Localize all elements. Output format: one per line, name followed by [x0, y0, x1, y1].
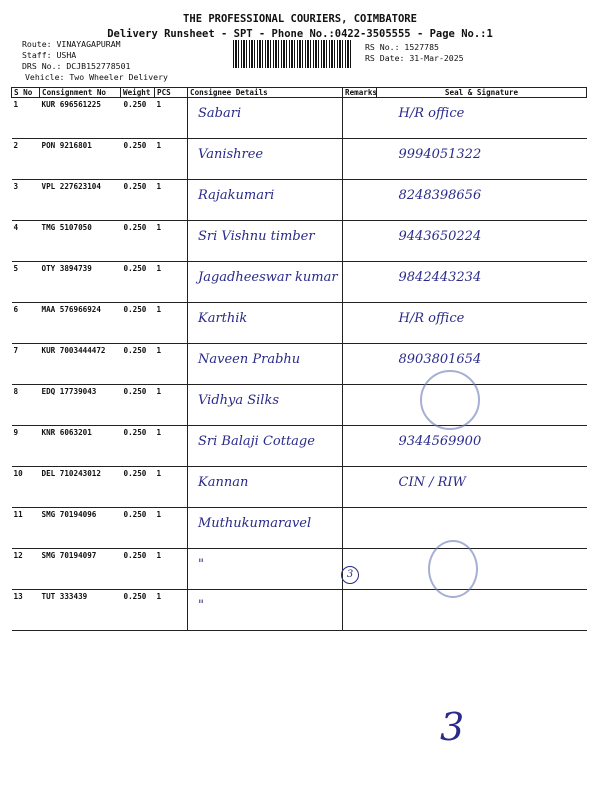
row-signature-text: 9443650224 [398, 229, 482, 244]
runsheet-table [11, 87, 587, 631]
row-consignment: KNR 6063201 [40, 426, 121, 467]
row-weight: 0.250 [121, 385, 155, 426]
table-row [12, 426, 587, 467]
row-sno: 11 [12, 508, 40, 549]
row-sno: 13 [12, 590, 40, 631]
staff-label: Staff: USHA [22, 50, 77, 60]
row-sno: 7 [12, 344, 40, 385]
row-signature [377, 549, 587, 590]
row-remarks [343, 139, 377, 180]
row-pcs: 1 [155, 426, 188, 467]
row-signature-text: H/R office [398, 311, 465, 326]
row-consignee [188, 303, 343, 344]
row-remarks [343, 385, 377, 426]
table-row [12, 180, 587, 221]
row-weight: 0.250 [121, 139, 155, 180]
row-consignee [188, 139, 343, 180]
row-pcs: 1 [155, 139, 188, 180]
row-remarks [343, 508, 377, 549]
row-signature-text: 9344569900 [398, 434, 482, 449]
row-signature [377, 344, 587, 385]
row-sno: 4 [12, 221, 40, 262]
row-pcs: 1 [155, 508, 188, 549]
row-consignee [188, 590, 343, 631]
row-consignee [188, 221, 343, 262]
row-sno: 8 [12, 385, 40, 426]
row-weight: 0.250 [121, 303, 155, 344]
table-header-row [12, 88, 587, 98]
row-signature-text: CIN / RIW [398, 475, 466, 490]
row-consignment: KUR 7003444472 [40, 344, 121, 385]
row-sno: 9 [12, 426, 40, 467]
row-signature [377, 303, 587, 344]
row-consignee [188, 344, 343, 385]
table-row [12, 549, 587, 590]
table-row [12, 303, 587, 344]
row-sno: 10 [12, 467, 40, 508]
row-pcs: 1 [155, 467, 188, 508]
row-consignment: DEL 710243012 [40, 467, 121, 508]
row-consignee [188, 385, 343, 426]
row-sno: 2 [12, 139, 40, 180]
row-consignment: TUT 333439 [40, 590, 121, 631]
row-signature-text: H/R office [398, 106, 465, 121]
table-row [12, 262, 587, 303]
row-consignment: VPL 227623104 [40, 180, 121, 221]
row-consignee-text: Naveen Prabhu [198, 352, 301, 367]
row-sno: 6 [12, 303, 40, 344]
row-weight: 0.250 [121, 98, 155, 139]
row-consignee-text: Rajakumari [198, 188, 275, 203]
row-pcs: 1 [155, 344, 188, 385]
row-signature [377, 221, 587, 262]
row-weight: 0.250 [121, 467, 155, 508]
row-consignee-text: Muthukumaravel [198, 516, 312, 531]
row-consignment: EDQ 17739043 [40, 385, 121, 426]
table-row [12, 98, 587, 139]
vehicle-label: Vehicle: Two Wheeler Delivery [25, 72, 168, 82]
row-signature-text [379, 597, 399, 603]
bottom-scribble: 3 [440, 705, 465, 749]
row-consignee [188, 98, 343, 139]
row-sno: 3 [12, 180, 40, 221]
row-consignee [188, 180, 343, 221]
row-pcs: 1 [155, 262, 188, 303]
row-consignee-text: Vanishree [198, 147, 264, 162]
row-consignment: PON 9216801 [40, 139, 121, 180]
runsheet-subtitle: Delivery Runsheet - SPT - Phone No.:0422-3505555 - Page No.:1 [107, 28, 493, 40]
row-signature [377, 262, 587, 303]
row-consignee-text: Jagadheeswar kumar [198, 270, 338, 285]
row-remarks [343, 262, 377, 303]
row-remarks [343, 98, 377, 139]
row-signature [377, 590, 587, 631]
row-pcs: 1 [155, 303, 188, 344]
row-signature-text: 9842443234 [398, 270, 482, 285]
row-weight: 0.250 [121, 180, 155, 221]
rs-number: RS No.: 1527785 [365, 42, 439, 52]
row-signature-text: 8248398656 [398, 188, 482, 203]
col-weight: Weight [121, 88, 155, 98]
row-signature [377, 508, 587, 549]
col-pcs: PCS [155, 88, 188, 98]
seal-stamp [428, 540, 478, 598]
row-sno: 12 [12, 549, 40, 590]
row-signature-text [379, 515, 399, 521]
row-signature [377, 426, 587, 467]
row-consignee-text: Vidhya Silks [198, 393, 280, 408]
row-consignment: TMG 5107050 [40, 221, 121, 262]
table-row [12, 139, 587, 180]
row-pcs: 1 [155, 221, 188, 262]
row-weight: 0.250 [121, 590, 155, 631]
table-row [12, 221, 587, 262]
row-signature-text [379, 556, 399, 562]
row-remarks [343, 426, 377, 467]
drs-label: DRS No.: DCJB152778501 [22, 61, 131, 71]
col-remarks: Remarks [343, 88, 377, 98]
row-signature [377, 98, 587, 139]
row-pcs: 1 [155, 98, 188, 139]
barcode [233, 40, 351, 68]
row-signature [377, 180, 587, 221]
row-consignment: MAA 576966924 [40, 303, 121, 344]
row-consignment: SMG 70194096 [40, 508, 121, 549]
route-label: Route: VINAYAGAPURAM [22, 39, 121, 49]
row-remarks [343, 344, 377, 385]
row-consignee-text: " [198, 598, 204, 613]
row-consignment: SMG 70194097 [40, 549, 121, 590]
table-row [12, 508, 587, 549]
row-remarks [343, 303, 377, 344]
row-consignee-text: Kannan [198, 475, 249, 490]
row-pcs: 1 [155, 549, 188, 590]
row-signature [377, 385, 587, 426]
col-sno: S No [12, 88, 40, 98]
row-pcs: 1 [155, 180, 188, 221]
rs-date: RS Date: 31-Mar-2025 [365, 53, 464, 63]
row-remarks [343, 221, 377, 262]
row-consignee [188, 467, 343, 508]
row-weight: 0.250 [121, 344, 155, 385]
row-consignee [188, 508, 343, 549]
table-row [12, 344, 587, 385]
row-weight: 0.250 [121, 508, 155, 549]
row-remarks [343, 180, 377, 221]
row-signature-text: 9994051322 [398, 147, 482, 162]
row-weight: 0.250 [121, 262, 155, 303]
row-consignee-text: Sri Vishnu timber [198, 229, 315, 244]
row-pcs: 1 [155, 385, 188, 426]
row-signature-text [379, 392, 399, 398]
table-row [12, 590, 587, 631]
row-consignee [188, 549, 343, 590]
row-weight: 0.250 [121, 221, 155, 262]
row-weight: 0.250 [121, 426, 155, 467]
row-signature [377, 139, 587, 180]
row-consignee [188, 426, 343, 467]
row-weight: 0.250 [121, 549, 155, 590]
col-consignment: Consignment No [40, 88, 121, 98]
circled-mark: 3 [341, 566, 359, 584]
row-consignee [188, 262, 343, 303]
row-sno: 1 [12, 98, 40, 139]
col-consignee: Consignee Details [188, 88, 343, 98]
row-pcs: 1 [155, 590, 188, 631]
row-consignee-text: Sabari [198, 106, 242, 121]
table-row [12, 467, 587, 508]
col-signature: Seal & Signature [377, 88, 587, 98]
row-consignee-text: " [198, 557, 204, 572]
row-signature-text: 8903801654 [398, 352, 482, 367]
row-signature [377, 467, 587, 508]
company-title: THE PROFESSIONAL COURIERS, COIMBATORE [183, 13, 417, 25]
row-consignee-text: Karthik [198, 311, 248, 326]
table-row [12, 385, 587, 426]
row-consignment: KUR 696561225 [40, 98, 121, 139]
row-remarks [343, 590, 377, 631]
row-consignee-text: Sri Balaji Cottage [198, 434, 315, 449]
row-consignment: OTY 3894739 [40, 262, 121, 303]
row-sno: 5 [12, 262, 40, 303]
row-remarks [343, 467, 377, 508]
seal-stamp [420, 370, 480, 430]
